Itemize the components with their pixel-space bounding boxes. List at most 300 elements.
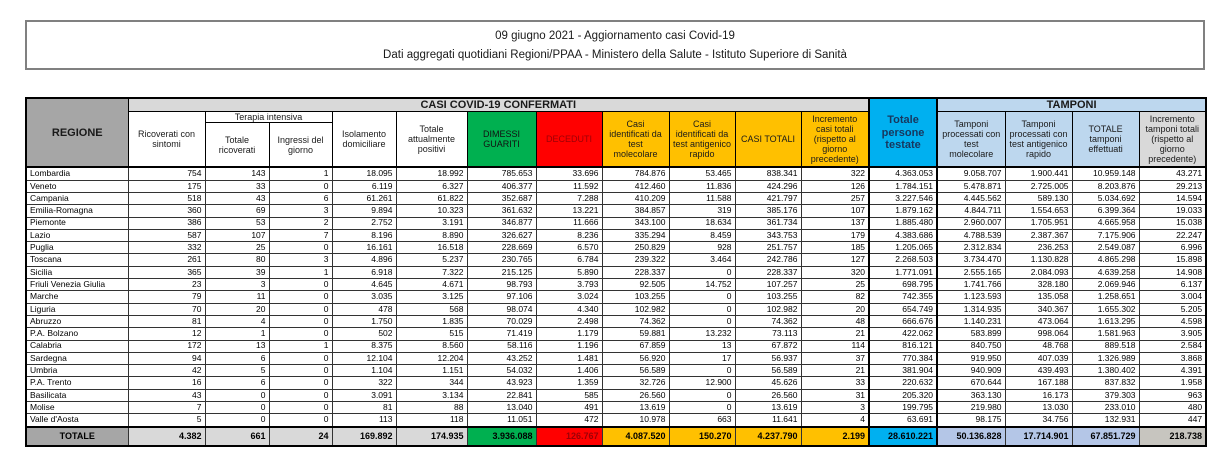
- value-cell: 250.829: [602, 242, 669, 254]
- value-cell: 94: [128, 352, 205, 364]
- region-cell: Basilicata: [26, 389, 128, 401]
- value-cell: 1.406: [536, 365, 602, 377]
- value-cell: 928: [669, 242, 735, 254]
- value-cell: 14.752: [669, 279, 735, 291]
- value-cell: 3.091: [332, 389, 396, 401]
- value-cell: 480: [1139, 402, 1206, 414]
- value-cell: 363.130: [937, 389, 1005, 401]
- value-cell: 4.445.562: [937, 192, 1005, 204]
- value-cell: 6.784: [536, 254, 602, 266]
- value-cell: 13.619: [735, 402, 801, 414]
- value-cell: 169.892: [332, 427, 396, 446]
- value-cell: 102.982: [735, 303, 801, 315]
- value-cell: 1: [205, 328, 269, 340]
- value-cell: 16.518: [396, 242, 467, 254]
- value-cell: 1.140.231: [937, 315, 1005, 327]
- value-cell: 5.205: [1139, 303, 1206, 315]
- value-cell: 381.904: [869, 365, 937, 377]
- table-row: [26, 291, 1206, 303]
- table-row: [26, 254, 1206, 266]
- value-cell: 11.051: [467, 414, 536, 427]
- value-cell: 3: [269, 205, 332, 217]
- value-cell: 346.877: [467, 217, 536, 229]
- value-cell: 785.653: [467, 167, 536, 180]
- value-cell: 26.560: [602, 389, 669, 401]
- value-cell: 17.714.901: [1005, 427, 1072, 446]
- value-cell: 770.384: [869, 352, 937, 364]
- value-cell: 568: [396, 303, 467, 315]
- value-cell: 8.560: [396, 340, 467, 352]
- value-cell: 143: [205, 167, 269, 180]
- value-cell: 319: [669, 205, 735, 217]
- value-cell: 43.271: [1139, 167, 1206, 180]
- value-cell: 205.320: [869, 389, 937, 401]
- value-cell: 406.377: [467, 180, 536, 192]
- value-cell: 3.024: [536, 291, 602, 303]
- value-cell: 343.753: [735, 229, 801, 241]
- value-cell: 43.252: [467, 352, 536, 364]
- table-row: [26, 279, 1206, 291]
- value-cell: 185: [801, 242, 869, 254]
- value-cell: 332: [128, 242, 205, 254]
- value-cell: 2.752: [332, 217, 396, 229]
- value-cell: 816.121: [869, 340, 937, 352]
- value-cell: 7.288: [536, 192, 602, 204]
- value-cell: 4.788.539: [937, 229, 1005, 241]
- value-cell: 663: [669, 414, 735, 427]
- value-cell: 43: [205, 192, 269, 204]
- value-cell: 16.173: [1005, 389, 1072, 401]
- table-row: [26, 365, 1206, 377]
- value-cell: 838.341: [735, 167, 801, 180]
- value-cell: 53: [205, 217, 269, 229]
- region-cell: Sicilia: [26, 266, 128, 278]
- value-cell: 0: [205, 414, 269, 427]
- value-cell: 103.255: [735, 291, 801, 303]
- value-cell: 13.040: [467, 402, 536, 414]
- value-cell: 0: [669, 389, 735, 401]
- value-cell: 8.459: [669, 229, 735, 241]
- region-cell: Umbria: [26, 365, 128, 377]
- value-cell: 179: [801, 229, 869, 241]
- value-cell: 2.268.503: [869, 254, 937, 266]
- value-cell: 61.261: [332, 192, 396, 204]
- value-cell: 7: [269, 229, 332, 241]
- value-cell: 7.175.906: [1072, 229, 1139, 241]
- value-cell: 0: [269, 279, 332, 291]
- value-cell: 3.134: [396, 389, 467, 401]
- value-cell: 5.478.871: [937, 180, 1005, 192]
- value-cell: 50.136.828: [937, 427, 1005, 446]
- value-cell: 126.767: [536, 427, 602, 446]
- value-cell: 251.757: [735, 242, 801, 254]
- value-cell: 6.119: [332, 180, 396, 192]
- table-header: [26, 98, 1206, 167]
- value-cell: 1.771.091: [869, 266, 937, 278]
- covid-data-table: [25, 97, 1207, 447]
- value-cell: 135.058: [1005, 291, 1072, 303]
- value-cell: 71.419: [467, 328, 536, 340]
- value-cell: 0: [669, 365, 735, 377]
- value-cell: 11.641: [735, 414, 801, 427]
- value-cell: 8.196: [332, 229, 396, 241]
- value-cell: 3.125: [396, 291, 467, 303]
- value-cell: 107.257: [735, 279, 801, 291]
- value-cell: 220.632: [869, 377, 937, 389]
- value-cell: 491: [536, 402, 602, 414]
- value-cell: 0: [205, 389, 269, 401]
- value-cell: 3: [801, 402, 869, 414]
- region-cell: Veneto: [26, 180, 128, 192]
- col-header-deceduti: DECEDUTI: [536, 112, 602, 168]
- value-cell: 447: [1139, 414, 1206, 427]
- value-cell: 73.113: [735, 328, 801, 340]
- value-cell: 1.784.151: [869, 180, 937, 192]
- col-header-ingressi-giorno: Ingressi del giorno: [269, 123, 332, 168]
- value-cell: 26.560: [735, 389, 801, 401]
- table-row: [26, 389, 1206, 401]
- value-cell: 1.835: [396, 315, 467, 327]
- value-cell: 98.793: [467, 279, 536, 291]
- value-cell: 8.236: [536, 229, 602, 241]
- value-cell: 1: [269, 340, 332, 352]
- value-cell: 515: [396, 328, 467, 340]
- confirmed-cases-band: CASI COVID-19 CONFERMATI: [128, 98, 869, 112]
- value-cell: 919.950: [937, 352, 1005, 364]
- value-cell: 7: [128, 402, 205, 414]
- report-title: 09 giugno 2021 - Aggiornamento casi Covid-19: [495, 29, 735, 42]
- value-cell: 322: [801, 167, 869, 180]
- value-cell: 2.584: [1139, 340, 1206, 352]
- value-cell: 3.464: [669, 254, 735, 266]
- value-cell: 6: [269, 192, 332, 204]
- value-cell: 67.859: [602, 340, 669, 352]
- value-cell: 666.676: [869, 315, 937, 327]
- value-cell: 5.890: [536, 266, 602, 278]
- value-cell: 34.756: [1005, 414, 1072, 427]
- value-cell: 3.227.546: [869, 192, 937, 204]
- value-cell: 118: [396, 414, 467, 427]
- value-cell: 63.691: [869, 414, 937, 427]
- value-cell: 2.960.007: [937, 217, 1005, 229]
- value-cell: 1.380.402: [1072, 365, 1139, 377]
- value-cell: 0: [269, 352, 332, 364]
- col-header-persone-testate: Totale persone testate: [869, 98, 937, 167]
- value-cell: 31: [801, 389, 869, 401]
- region-cell: Marche: [26, 291, 128, 303]
- value-cell: 56.589: [735, 365, 801, 377]
- value-cell: 174.935: [396, 427, 467, 446]
- value-cell: 261: [128, 254, 205, 266]
- value-cell: 3.905: [1139, 328, 1206, 340]
- value-cell: 10.959.148: [1072, 167, 1139, 180]
- table-row: [26, 352, 1206, 364]
- value-cell: 56.920: [602, 352, 669, 364]
- value-cell: 4.671: [396, 279, 467, 291]
- value-cell: 335.294: [602, 229, 669, 241]
- region-cell: P.A. Bolzano: [26, 328, 128, 340]
- value-cell: 132.931: [1072, 414, 1139, 427]
- value-cell: 18.634: [669, 217, 735, 229]
- value-cell: 754: [128, 167, 205, 180]
- value-cell: 14.594: [1139, 192, 1206, 204]
- value-cell: 2.555.165: [937, 266, 1005, 278]
- value-cell: 386: [128, 217, 205, 229]
- value-cell: 230.765: [467, 254, 536, 266]
- value-cell: 410.209: [602, 192, 669, 204]
- value-cell: 0: [269, 377, 332, 389]
- region-cell: Sardegna: [26, 352, 128, 364]
- table-row: [26, 303, 1206, 315]
- value-cell: 698.795: [869, 279, 937, 291]
- value-cell: 17: [669, 352, 735, 364]
- region-cell: Lombardia: [26, 167, 128, 180]
- value-cell: 3.868: [1139, 352, 1206, 364]
- value-cell: 661: [205, 427, 269, 446]
- value-cell: 8.890: [396, 229, 467, 241]
- value-cell: 12: [128, 328, 205, 340]
- value-cell: 4.363.053: [869, 167, 937, 180]
- value-cell: 11.588: [669, 192, 735, 204]
- table-row: [26, 377, 1206, 389]
- value-cell: 3.793: [536, 279, 602, 291]
- table-row: [26, 340, 1206, 352]
- value-cell: 1.130.828: [1005, 254, 1072, 266]
- value-cell: 2.725.005: [1005, 180, 1072, 192]
- value-cell: 54.032: [467, 365, 536, 377]
- region-cell: Abruzzo: [26, 315, 128, 327]
- value-cell: 107: [801, 205, 869, 217]
- value-cell: 1.554.653: [1005, 205, 1072, 217]
- value-cell: 439.493: [1005, 365, 1072, 377]
- value-cell: 0: [669, 266, 735, 278]
- value-cell: 13: [669, 340, 735, 352]
- col-header-ricoverati: Ricoverati con sintomi: [128, 112, 205, 168]
- value-cell: 6.399.364: [1072, 205, 1139, 217]
- region-cell: Toscana: [26, 254, 128, 266]
- value-cell: 107: [205, 229, 269, 241]
- value-cell: 4.340: [536, 303, 602, 315]
- value-cell: 18.992: [396, 167, 467, 180]
- value-cell: 21: [801, 328, 869, 340]
- value-cell: 478: [332, 303, 396, 315]
- value-cell: 33: [205, 180, 269, 192]
- value-cell: 360: [128, 205, 205, 217]
- value-cell: 13.030: [1005, 402, 1072, 414]
- tamponi-band: TAMPONI: [937, 98, 1206, 112]
- col-header-casi-molecolare: Casi identificati da test molecolare: [602, 112, 669, 168]
- value-cell: 126: [801, 180, 869, 192]
- value-cell: 102.982: [602, 303, 669, 315]
- value-cell: 12.104: [332, 352, 396, 364]
- value-cell: 81: [332, 402, 396, 414]
- value-cell: 0: [205, 402, 269, 414]
- value-cell: 24: [269, 427, 332, 446]
- region-cell: Puglia: [26, 242, 128, 254]
- value-cell: 48.768: [1005, 340, 1072, 352]
- value-cell: 97.106: [467, 291, 536, 303]
- value-cell: 1.179: [536, 328, 602, 340]
- value-cell: 4: [801, 414, 869, 427]
- value-cell: 1.900.441: [1005, 167, 1072, 180]
- value-cell: 1.879.162: [869, 205, 937, 217]
- value-cell: 25: [205, 242, 269, 254]
- value-cell: 11.592: [536, 180, 602, 192]
- value-cell: 0: [669, 402, 735, 414]
- value-cell: 1.958: [1139, 377, 1206, 389]
- table-row: [26, 180, 1206, 192]
- value-cell: 889.518: [1072, 340, 1139, 352]
- value-cell: 472: [536, 414, 602, 427]
- total-row: [26, 427, 1206, 446]
- value-cell: 6: [205, 352, 269, 364]
- value-cell: 22.841: [467, 389, 536, 401]
- value-cell: 518: [128, 192, 205, 204]
- value-cell: 407.039: [1005, 352, 1072, 364]
- value-cell: 1.741.766: [937, 279, 1005, 291]
- value-cell: 963: [1139, 389, 1206, 401]
- value-cell: 326.627: [467, 229, 536, 241]
- value-cell: 21: [801, 365, 869, 377]
- region-cell: Campania: [26, 192, 128, 204]
- value-cell: 379.303: [1072, 389, 1139, 401]
- value-cell: 88: [396, 402, 467, 414]
- value-cell: 92.505: [602, 279, 669, 291]
- col-header-totale-ricoverati: Totale ricoverati: [205, 123, 269, 168]
- value-cell: 3.004: [1139, 291, 1206, 303]
- value-cell: 20: [801, 303, 869, 315]
- value-cell: 8.203.876: [1072, 180, 1139, 192]
- value-cell: 3: [269, 254, 332, 266]
- value-cell: 13.232: [669, 328, 735, 340]
- value-cell: 502: [332, 328, 396, 340]
- value-cell: 74.362: [602, 315, 669, 327]
- value-cell: 7.322: [396, 266, 467, 278]
- value-cell: 167.188: [1005, 377, 1072, 389]
- region-cell: Friuli Venezia Giulia: [26, 279, 128, 291]
- value-cell: 13.619: [602, 402, 669, 414]
- value-cell: 1.655.302: [1072, 303, 1139, 315]
- col-header-incremento-casi: Incremento casi totali (rispetto al giorno precedente): [801, 112, 869, 168]
- value-cell: 219.980: [937, 402, 1005, 414]
- value-cell: 654.749: [869, 303, 937, 315]
- value-cell: 940.909: [937, 365, 1005, 377]
- value-cell: 69: [205, 205, 269, 217]
- value-cell: 13.221: [536, 205, 602, 217]
- value-cell: 1.613.295: [1072, 315, 1139, 327]
- value-cell: 103.255: [602, 291, 669, 303]
- value-cell: 43: [128, 389, 205, 401]
- region-cell: Piemonte: [26, 217, 128, 229]
- value-cell: 29.213: [1139, 180, 1206, 192]
- value-cell: 385.176: [735, 205, 801, 217]
- value-cell: 837.832: [1072, 377, 1139, 389]
- value-cell: 4.087.520: [602, 427, 669, 446]
- value-cell: 4.639.258: [1072, 266, 1139, 278]
- value-cell: 6.327: [396, 180, 467, 192]
- col-header-attualmente-positivi: Totale attualmente positivi: [396, 112, 467, 168]
- value-cell: 61.822: [396, 192, 467, 204]
- value-cell: 473.064: [1005, 315, 1072, 327]
- value-cell: 37: [801, 352, 869, 364]
- value-cell: 43.923: [467, 377, 536, 389]
- value-cell: 6.996: [1139, 242, 1206, 254]
- value-cell: 0: [269, 303, 332, 315]
- value-cell: 1.314.935: [937, 303, 1005, 315]
- col-header-tamponi-molecolare: Tamponi processati con test molecolare: [937, 112, 1005, 168]
- value-cell: 2.069.946: [1072, 279, 1139, 291]
- value-cell: 6.570: [536, 242, 602, 254]
- value-cell: 3.936.088: [467, 427, 536, 446]
- value-cell: 12.900: [669, 377, 735, 389]
- value-cell: 23: [128, 279, 205, 291]
- value-cell: 218.738: [1139, 427, 1206, 446]
- value-cell: 33: [801, 377, 869, 389]
- value-cell: 4.382: [128, 427, 205, 446]
- value-cell: 42: [128, 365, 205, 377]
- value-cell: 82: [801, 291, 869, 303]
- value-cell: 1.196: [536, 340, 602, 352]
- value-cell: 589.130: [1005, 192, 1072, 204]
- value-cell: 5: [128, 414, 205, 427]
- value-cell: 361.632: [467, 205, 536, 217]
- col-header-totale-tamponi: TOTALE tamponi effettuati: [1072, 112, 1139, 168]
- value-cell: 5.237: [396, 254, 467, 266]
- region-cell: Valle d'Aosta: [26, 414, 128, 427]
- value-cell: 4: [205, 315, 269, 327]
- value-cell: 80: [205, 254, 269, 266]
- value-cell: 74.362: [735, 315, 801, 327]
- value-cell: 4.645: [332, 279, 396, 291]
- value-cell: 233.010: [1072, 402, 1139, 414]
- report-title-box: [25, 20, 1205, 70]
- value-cell: 742.355: [869, 291, 937, 303]
- value-cell: 343.100: [602, 217, 669, 229]
- value-cell: 2.084.093: [1005, 266, 1072, 278]
- value-cell: 585: [536, 389, 602, 401]
- value-cell: 150.270: [669, 427, 735, 446]
- value-cell: 320: [801, 266, 869, 278]
- value-cell: 16: [128, 377, 205, 389]
- value-cell: 0: [669, 291, 735, 303]
- value-cell: 56.589: [602, 365, 669, 377]
- value-cell: 2.199: [801, 427, 869, 446]
- region-cell: Molise: [26, 402, 128, 414]
- value-cell: 113: [332, 414, 396, 427]
- value-cell: 228.669: [467, 242, 536, 254]
- value-cell: 28.610.221: [869, 427, 937, 446]
- value-cell: 1.359: [536, 377, 602, 389]
- value-cell: 0: [269, 365, 332, 377]
- value-cell: 9.058.707: [937, 167, 1005, 180]
- value-cell: 11: [205, 291, 269, 303]
- value-cell: 2: [269, 217, 332, 229]
- table-row: [26, 266, 1206, 278]
- value-cell: 8.375: [332, 340, 396, 352]
- value-cell: 53.465: [669, 167, 735, 180]
- value-cell: 6: [205, 377, 269, 389]
- value-cell: 3.035: [332, 291, 396, 303]
- region-cell: P.A. Trento: [26, 377, 128, 389]
- table-row: [26, 217, 1206, 229]
- value-cell: 127: [801, 254, 869, 266]
- value-cell: 4.896: [332, 254, 396, 266]
- region-cell: Lazio: [26, 229, 128, 241]
- table-row: [26, 414, 1206, 427]
- value-cell: 2.549.087: [1072, 242, 1139, 254]
- value-cell: 4.237.790: [735, 427, 801, 446]
- value-cell: 2.387.367: [1005, 229, 1072, 241]
